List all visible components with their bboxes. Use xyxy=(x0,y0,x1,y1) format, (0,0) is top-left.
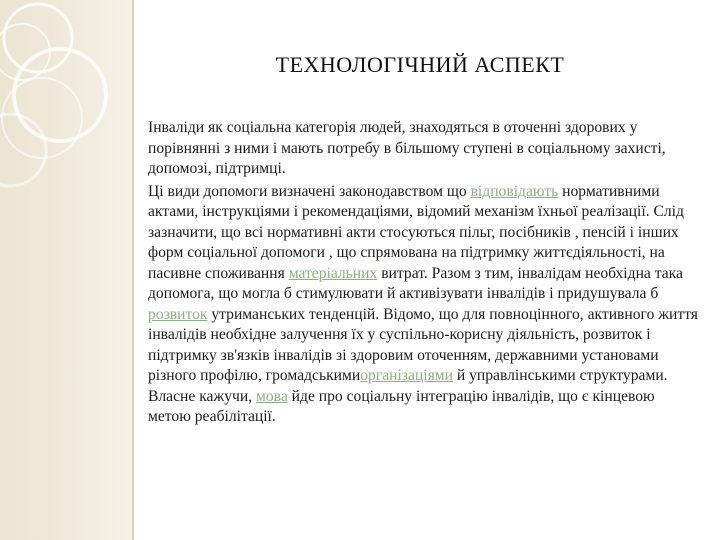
paragraph-1: Інваліди як соціальна категорія людей, знаходяться в оточенні здорових у порівнянні з ними і мають потребу в більшому ступені в соціальному захисті, допомозі, підтримці. xyxy=(148,119,666,177)
slide-body xyxy=(148,118,700,430)
slide-title: ТЕХНОЛОГІЧНИЙ АСПЕКТ xyxy=(275,52,565,77)
link-materialnykh[interactable]: матеріальних xyxy=(288,264,378,282)
link-rozvytok[interactable]: розвиток xyxy=(148,305,208,323)
deco-circle-1 xyxy=(4,4,72,72)
paragraph-2 xyxy=(148,182,700,428)
paragraph-2-text: витрат. Разом з тим, інвалідам необхідна така допомога, що могла б стимулювати й активізувати інвалідів і придушувала б xyxy=(148,264,683,302)
decorative-circles xyxy=(0,0,132,200)
deco-circle-4 xyxy=(2,78,82,158)
paragraph-2-text: йде про соціальну інтеграцію інвалідів, що є кінцевою метою реабілітації. xyxy=(148,387,655,425)
panel-divider xyxy=(132,0,134,540)
link-mova[interactable]: мова xyxy=(256,387,288,405)
paragraph-2-text: нормативними актами, інструкціями і рекомендаціями, відомий механізм їхньої реалізації. Слід зазначити, що всі нормативні акти стосуються пільг, посібників , пенсій і інших форм соціальної допомоги , що спрямована на підтримку життєдіяльності, на пасивне споживання xyxy=(148,182,684,282)
link-vidpovidaiut[interactable]: відповідають xyxy=(470,182,559,200)
paragraph-2-text: Ці види допомоги визначені законодавством що xyxy=(148,182,471,200)
link-orhanizatsiiamy[interactable]: організаціями xyxy=(360,367,453,384)
paragraph-2-text: й управлінськими структурами. Власне кажучи, xyxy=(148,367,668,405)
paragraph-2-text: утриманських тенденцій. Відомо, що для повноцінного, активного життя інвалідів необхідне залучення їх у суспільно-корисну діяльність, розвиток і підтримку зв'язків інвалідів зі здоровим оточенням, державними установами різного профілю, громадськими xyxy=(148,305,698,384)
